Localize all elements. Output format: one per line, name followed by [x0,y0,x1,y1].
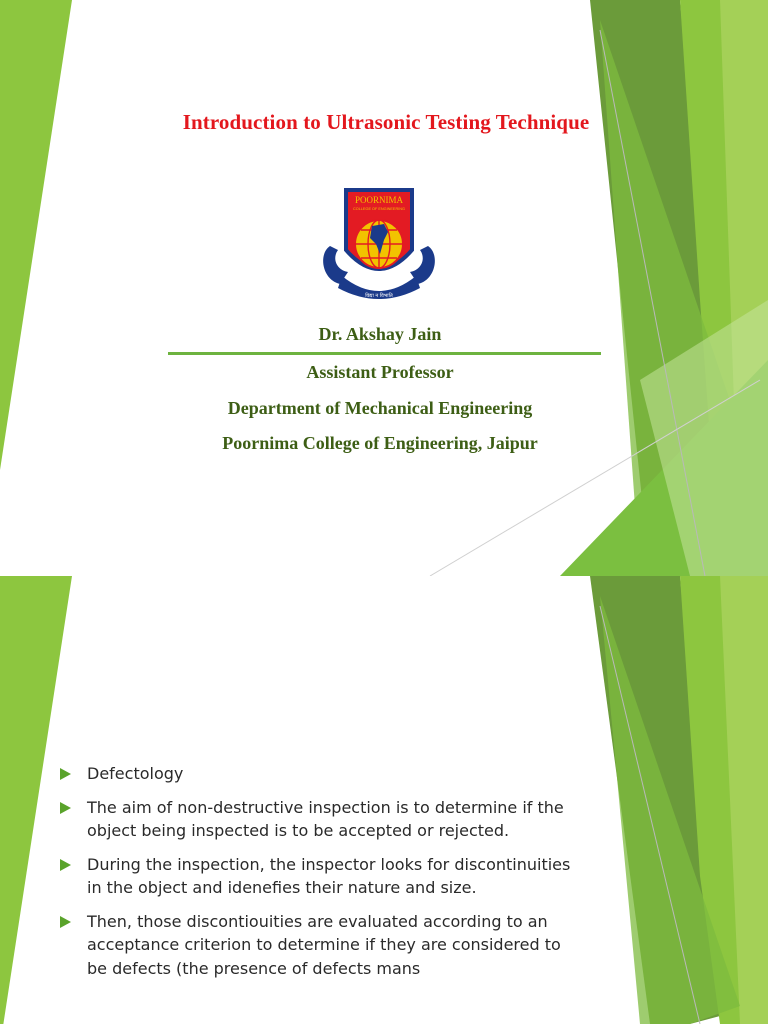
presenter-institution: Poornima College of Engineering, Jaipur [222,433,538,453]
bullet-list [58,762,578,990]
name-divider [168,352,601,355]
bullet-item: Defectology [58,762,578,786]
defectology-slide [0,576,768,1024]
svg-text:POORNIMA: POORNIMA [354,195,404,205]
presenter-role: Assistant Professor [306,362,454,382]
college-logo [318,184,440,306]
arrow-bullet-icon [60,916,71,928]
svg-text:COLLEGE OF ENGINEERING: COLLEGE OF ENGINEERING [353,207,405,211]
arrow-bullet-icon [60,859,71,871]
arrow-bullet-icon [60,802,71,814]
arrow-bullet-icon [60,768,71,780]
slide-title: Introduction to Ultrasonic Testing Technique [182,110,590,134]
presenter-department: Department of Mechanical Engineering [227,398,533,418]
presenter-name: Dr. Akshay Jain [318,324,442,344]
bullet-item: During the inspection, the inspector looks for discontinuities in the object and idenefies their nature and size. [58,853,578,900]
bullet-item: The aim of non-destructive inspection is to determine if the object being inspected is to be accepted or rejected. [58,796,578,843]
svg-text:विद्या न विभाति: विद्या न विभाति [365,293,393,299]
bullet-item: Then, those discontiouities are evaluated according to an acceptance criterion to determine if they are considered to be defects (the presence of defects mans [58,910,578,981]
